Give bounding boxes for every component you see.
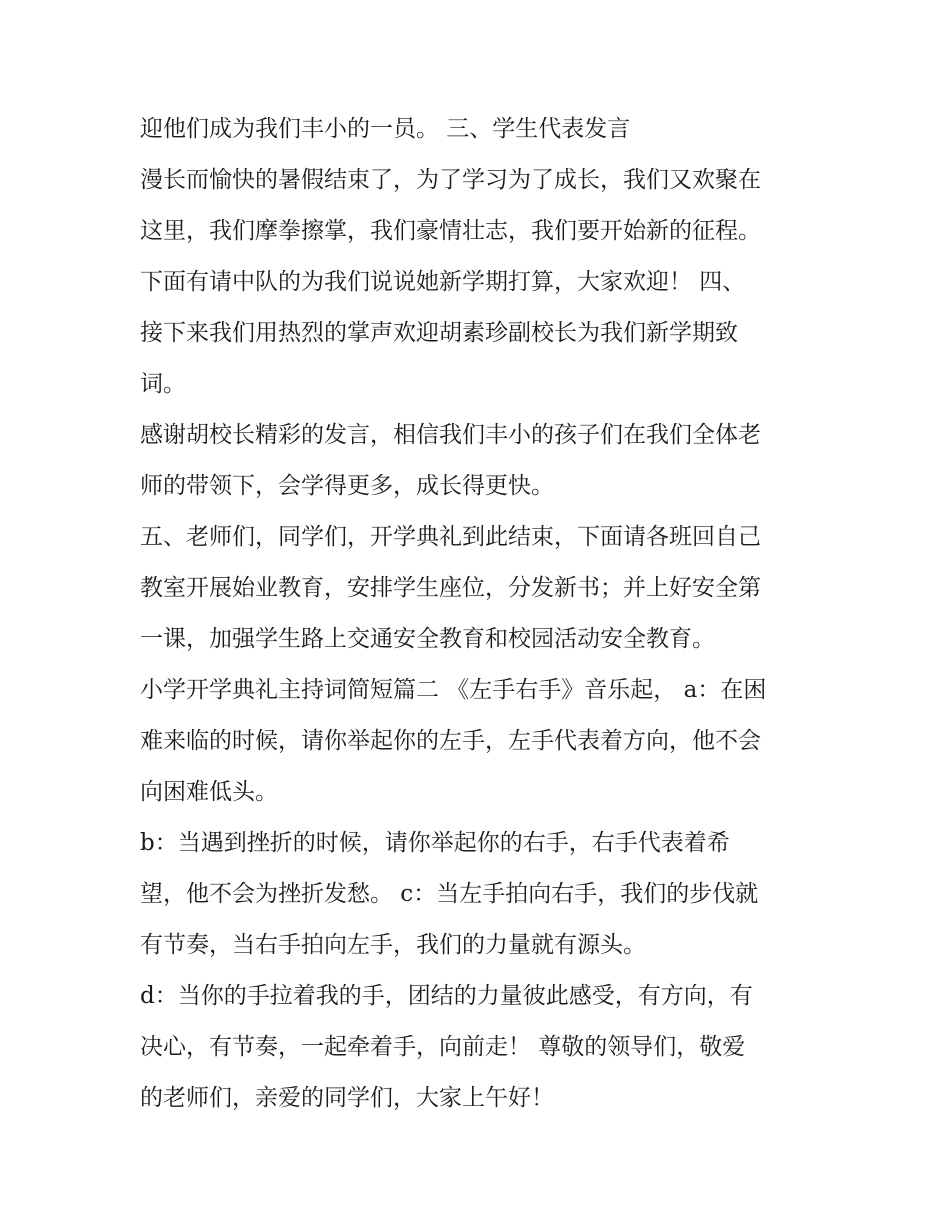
- text-line: 难来临的时候，请你举起你的左手，左手代表着方向，他不会: [140, 728, 761, 754]
- text-line: b：当遇到挫折的时候，请你举起你的右手，右手代表着希: [140, 830, 730, 856]
- text-line: 一课，加强学生路上交通安全教育和校园活动安全教育。: [140, 626, 715, 652]
- text-line: 词。: [140, 371, 186, 397]
- text-line: 接下来我们用热烈的掌声欢迎胡素珍副校长为我们新学期致: [140, 320, 738, 346]
- text-line: 的老师们，亲爱的同学们，大家上午好！: [140, 1085, 554, 1111]
- text-line: d：当你的手拉着我的手，团结的力量彼此感受，有方向，有: [140, 983, 753, 1009]
- text-line: 师的带领下，会学得更多，成长得更快。: [140, 473, 554, 499]
- text-line: 望，他不会为挫折发愁。 c：当左手拍向右手，我们的步伐就: [140, 881, 759, 907]
- text-line: 漫长而愉快的暑假结束了，为了学习为了成长，我们又欢聚在: [140, 167, 761, 193]
- text-line: 向困难低头。: [140, 779, 278, 805]
- text-line: 教室开展始业教育，安排学生座位，分发新书；并上好安全第: [140, 575, 761, 601]
- text-line: 下面有请中队的为我们说说她新学期打算，大家欢迎！ 四、: [140, 269, 746, 295]
- document-body: [140, 108, 820, 1128]
- text-line: 迎他们成为我们丰小的一员。 三、学生代表发言: [140, 116, 631, 142]
- text-line: 决心，有节奏，一起牵着手，向前走！ 尊敬的领导们，敬爱: [140, 1034, 746, 1060]
- text-line: 小学开学典礼主持词简短篇二 《左手右手》音乐起， a：在困: [140, 677, 767, 703]
- text-line: 五、老师们，同学们，开学典礼到此结束，下面请各班回自己: [140, 524, 761, 550]
- text-line: 有节奏，当右手拍向左手，我们的力量就有源头。: [140, 932, 646, 958]
- text-line: 这里，我们摩拳擦掌，我们豪情壮志，我们要开始新的征程。: [140, 218, 761, 244]
- text-line: 感谢胡校长精彩的发言，相信我们丰小的孩子们在我们全体老: [140, 422, 761, 448]
